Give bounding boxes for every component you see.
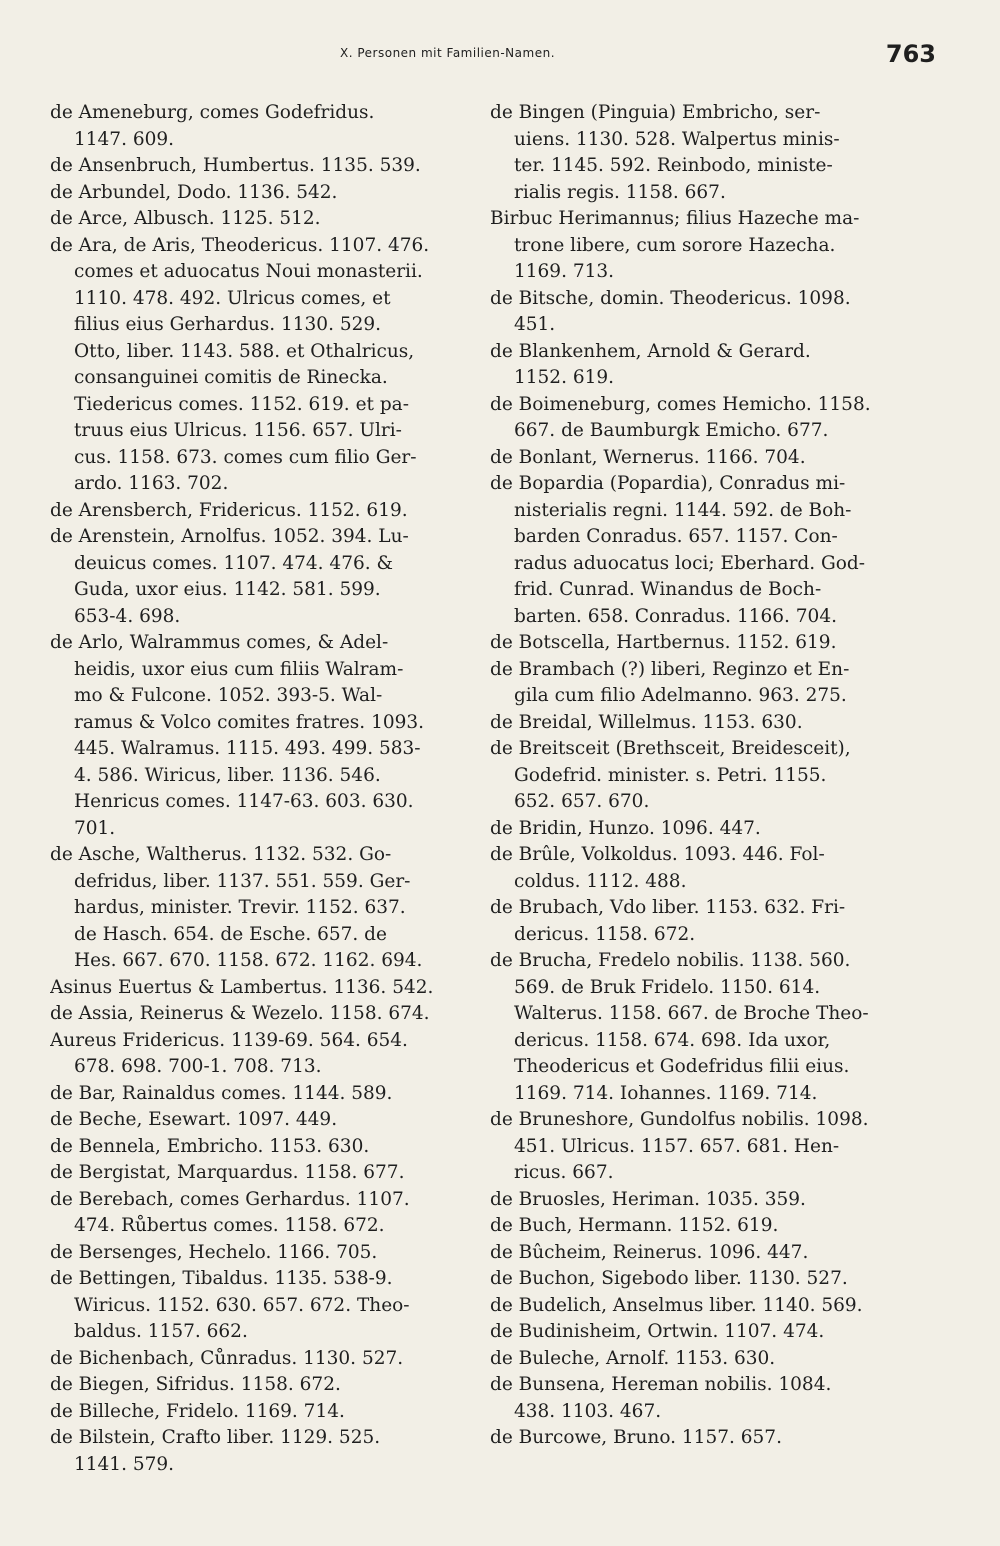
index-entry: de Bûcheim, Reinerus. 1096. 447.	[490, 1241, 809, 1263]
index-entry-continuation: barden Conradus. 657. 1157. Con-	[514, 526, 838, 547]
index-entry-continuation: Walterus. 1158. 667. de Broche Theo-	[514, 1003, 869, 1024]
index-entry: de Bruneshore, Gundolfus nobilis. 1098.	[490, 1109, 869, 1130]
index-entry: de Arlo, Walrammus comes, & Adel-	[50, 632, 389, 653]
running-title: X. Personen mit Familien-Namen.	[340, 46, 556, 60]
index-entry: de Bunsena, Hereman nobilis. 1084.	[490, 1374, 832, 1395]
index-entry-continuation: de Hasch. 654. de Esche. 657. de	[74, 923, 387, 945]
index-entry: Asinus Euertus & Lambertus. 1136. 542.	[50, 976, 434, 998]
index-entry: de Bersenges, Hechelo. 1166. 705.	[50, 1241, 378, 1263]
index-entry: de Bergistat, Marquardus. 1158. 677.	[50, 1162, 405, 1183]
index-entry-continuation: Wiricus. 1152. 630. 657. 672. Theo-	[74, 1294, 410, 1316]
index-entry: de Boimeneburg, comes Hemicho. 1158.	[490, 393, 871, 415]
index-entry: de Blankenhem, Arnold & Gerard.	[490, 340, 811, 362]
index-entry-continuation: Hes. 667. 670. 1158. 672. 1162. 694.	[74, 950, 423, 971]
index-entry: de Arbundel, Dodo. 1136. 542.	[50, 181, 338, 203]
index-entry: de Bitsche, domin. Theodericus. 1098.	[490, 287, 851, 309]
index-entry: de Buch, Hermann. 1152. 619.	[490, 1215, 779, 1236]
index-entry-continuation: uiens. 1130. 528. Walpertus minis-	[514, 128, 840, 150]
index-entry: de Arenstein, Arnolfus. 1052. 394. Lu-	[50, 526, 409, 547]
index-entry-continuation: 451. Ulricus. 1157. 657. 681. Hen-	[514, 1135, 840, 1157]
index-entry-continuation: 1147. 609.	[74, 128, 175, 150]
index-entry: de Bichenbach, Cůnradus. 1130. 527.	[50, 1347, 404, 1369]
index-entry-continuation: cus. 1158. 673. comes cum filio Ger-	[74, 446, 417, 468]
index-entry-continuation: 667. de Baumburgk Emicho. 677.	[514, 420, 829, 441]
index-entry-continuation: ardo. 1163. 702.	[74, 473, 229, 494]
index-entry-continuation: 678. 698. 700-1. 708. 713.	[74, 1056, 322, 1077]
index-entry-continuation: Otto, liber. 1143. 588. et Othalricus,	[74, 340, 415, 362]
index-entry-continuation: 1169. 714. Iohannes. 1169. 714.	[514, 1082, 818, 1104]
index-entry: de Bennela, Embricho. 1153. 630.	[50, 1135, 370, 1157]
index-entry: de Bopardia (Popardia), Conradus mi-	[490, 473, 846, 494]
index-entry: Aureus Fridericus. 1139-69. 564. 654.	[50, 1029, 408, 1051]
index-entry: de Assia, Reinerus & Wezelo. 1158. 674.	[50, 1003, 430, 1024]
index-entry: de Brambach (?) liberi, Reginzo et En-	[490, 658, 850, 680]
index-entry-continuation: 1152. 619.	[514, 367, 615, 388]
index-entry: de Budelich, Anselmus liber. 1140. 569.	[490, 1294, 863, 1316]
index-entry: de Buleche, Arnolf. 1153. 630.	[490, 1347, 776, 1369]
index-entry-continuation: defridus, liber. 1137. 551. 559. Ger-	[74, 870, 411, 892]
index-entry: de Breitsceit (Brethsceit, Breidesceit),	[490, 738, 851, 759]
index-entry: de Bilstein, Crafto liber. 1129. 525.	[50, 1427, 381, 1448]
index-entry-continuation: coldus. 1112. 488.	[514, 870, 687, 892]
index-entry-continuation: radus aduocatus loci; Eberhard. God-	[514, 552, 866, 574]
index-entry-continuation: filius eius Gerhardus. 1130. 529.	[74, 314, 382, 335]
index-entry-continuation: mo & Fulcone. 1052. 393-5. Wal-	[74, 685, 383, 706]
index-entry-continuation: gila cum filio Adelmanno. 963. 275.	[514, 685, 847, 706]
index-entry-continuation: 653-4. 698.	[74, 605, 181, 627]
index-entry: de Bridin, Hunzo. 1096. 447.	[490, 817, 761, 839]
index-entry: de Breidal, Willelmus. 1153. 630.	[490, 711, 803, 733]
index-entry-continuation: 4. 586. Wiricus, liber. 1136. 546.	[74, 764, 381, 786]
index-entry-continuation: Henricus comes. 1147-63. 603. 630.	[74, 791, 414, 812]
index-entry-continuation: Godefrid. minister. s. Petri. 1155.	[514, 764, 827, 786]
index-column-right	[490, 100, 902, 1452]
index-entry: de Berebach, comes Gerhardus. 1107.	[50, 1188, 410, 1210]
index-entry: de Bingen (Pinguia) Embricho, ser-	[490, 102, 821, 123]
index-entry-continuation: 569. de Bruk Fridelo. 1150. 614.	[514, 976, 821, 998]
index-entry-continuation: barten. 658. Conradus. 1166. 704.	[514, 605, 837, 627]
index-entry-continuation: 474. Růbertus comes. 1158. 672.	[74, 1215, 385, 1236]
index-entry-continuation: rialis regis. 1158. 667.	[514, 181, 726, 203]
index-entry: de Bonlant, Wernerus. 1166. 704.	[490, 446, 806, 468]
index-entry-continuation: Tiedericus comes. 1152. 619. et pa-	[74, 393, 409, 415]
index-entry-continuation: ramus & Volco comites fratres. 1093.	[74, 711, 425, 733]
index-entry: de Ara, de Aris, Theodericus. 1107. 476.	[50, 234, 430, 256]
index-entry: de Burcowe, Bruno. 1157. 657.	[490, 1427, 782, 1448]
index-entry-continuation: 451.	[514, 314, 556, 335]
index-entry: de Bruosles, Heriman. 1035. 359.	[490, 1188, 806, 1210]
index-entry-continuation: 701.	[74, 817, 116, 839]
index-entry-continuation: deuicus comes. 1107. 474. 476. &	[74, 552, 393, 574]
index-entry-continuation: consanguinei comitis de Rinecka.	[74, 367, 388, 388]
index-entry-continuation: comes et aduocatus Noui monasterii.	[74, 261, 423, 282]
index-entry: de Billeche, Fridelo. 1169. 714.	[50, 1400, 345, 1422]
page-number: 763	[885, 40, 936, 68]
index-entry-continuation: 438. 1103. 467.	[514, 1400, 662, 1422]
index-entry-continuation: 1141. 579.	[74, 1453, 175, 1475]
index-entry-continuation: ter. 1145. 592. Reinbodo, ministe-	[514, 155, 833, 176]
index-entry-continuation: dericus. 1158. 674. 698. Ida uxor,	[514, 1029, 831, 1051]
index-entry-continuation: ricus. 667.	[514, 1162, 614, 1183]
index-entry: de Brubach, Vdo liber. 1153. 632. Fri-	[490, 897, 846, 918]
index-entry: de Biegen, Sifridus. 1158. 672.	[50, 1374, 341, 1395]
index-entry: de Ameneburg, comes Godefridus.	[50, 102, 375, 123]
index-entry-continuation: dericus. 1158. 672.	[514, 923, 696, 945]
index-entry-continuation: truus eius Ulricus. 1156. 657. Ulri-	[74, 420, 402, 441]
index-entry-continuation: 1110. 478. 492. Ulricus comes, et	[74, 287, 391, 309]
running-head	[0, 40, 1000, 66]
index-entry: de Arce, Albusch. 1125. 512.	[50, 208, 321, 229]
index-entry: de Arensberch, Fridericus. 1152. 619.	[50, 499, 408, 521]
index-entry-continuation: heidis, uxor eius cum filiis Walram-	[74, 658, 404, 680]
index-entry-continuation: hardus, minister. Trevir. 1152. 637.	[74, 897, 406, 918]
index-entry-continuation: trone libere, cum sorore Hazecha.	[514, 234, 836, 256]
index-entry: de Ansenbruch, Humbertus. 1135. 539.	[50, 155, 421, 176]
index-entry-continuation: nisterialis regni. 1144. 592. de Boh-	[514, 499, 852, 521]
index-entry: de Brûle, Volkoldus. 1093. 446. Fol-	[490, 844, 825, 865]
index-entry-continuation: Guda, uxor eius. 1142. 581. 599.	[74, 579, 381, 600]
index-entry-continuation: 652. 657. 670.	[514, 791, 650, 812]
index-entry: de Buchon, Sigebodo liber. 1130. 527.	[490, 1268, 848, 1289]
index-entry: de Brucha, Fredelo nobilis. 1138. 560.	[490, 950, 851, 971]
index-entry-continuation: 445. Walramus. 1115. 493. 499. 583-	[74, 738, 421, 759]
index-entry: de Bettingen, Tibaldus. 1135. 538-9.	[50, 1268, 393, 1289]
index-entry-continuation: 1169. 713.	[514, 261, 615, 282]
index-entry: de Botscella, Hartbernus. 1152. 619.	[490, 632, 837, 653]
index-entry: de Asche, Waltherus. 1132. 532. Go-	[50, 844, 392, 865]
index-column-left	[50, 100, 462, 1478]
index-entry: Birbuc Herimannus; filius Hazeche ma-	[490, 208, 860, 229]
index-entry-continuation: baldus. 1157. 662.	[74, 1321, 248, 1342]
index-entry-continuation: frid. Cunrad. Winandus de Boch-	[514, 579, 822, 600]
index-entry: de Beche, Esewart. 1097. 449.	[50, 1109, 338, 1130]
index-entry-continuation: Theodericus et Godefridus filii eius.	[514, 1056, 850, 1077]
index-entry: de Budinisheim, Ortwin. 1107. 474.	[490, 1321, 825, 1342]
index-entry: de Bar, Rainaldus comes. 1144. 589.	[50, 1082, 393, 1104]
